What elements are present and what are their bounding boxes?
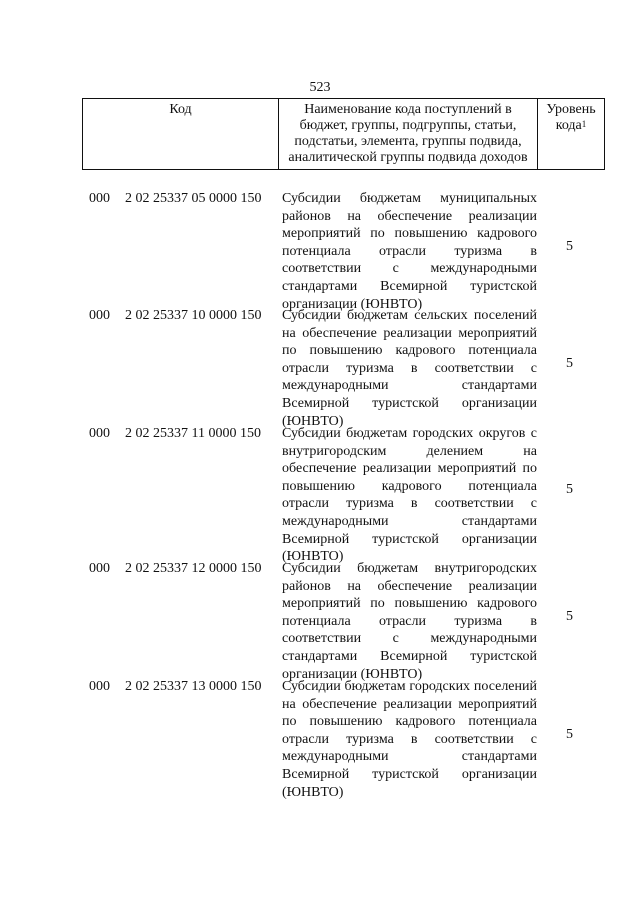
header-level-footnote: 1 — [581, 119, 587, 129]
row-revenue-code: 2 02 25337 11 0000 150 — [125, 426, 261, 441]
row-level: 5 — [566, 727, 573, 742]
row-admin-code: 000 — [89, 426, 110, 441]
row-name: Субсидии бюджетам внутригородских районов на обеспечение реализации мероприятий по повышению кадрового потенциала отрасли туризма в соответствии с международными стандартами Всемирной туристской организации (ЮНВТО) — [282, 561, 537, 682]
row-level: 5 — [566, 239, 573, 254]
header-level-label: Уровень кода — [546, 102, 596, 133]
row-admin-code: 000 — [89, 561, 110, 576]
row-admin-code: 000 — [89, 679, 110, 694]
page-number: 523 — [309, 80, 331, 95]
row-revenue-code: 2 02 25337 13 0000 150 — [125, 679, 262, 694]
row-revenue-code: 2 02 25337 12 0000 150 — [125, 561, 262, 576]
header-level — [538, 99, 604, 169]
row-level: 5 — [566, 609, 573, 624]
row-admin-code: 000 — [89, 191, 110, 206]
row-name: Субсидии бюджетам муниципальных районов на обеспечение реализации мероприятий по повышению кадрового потенциала отрасли туризма в соответствии с международными стандартами Всемирной туристской организации (ЮНВТО) — [282, 191, 537, 312]
row-admin-code: 000 — [89, 308, 110, 323]
row-level: 5 — [566, 482, 573, 497]
header-code: Код — [83, 99, 279, 169]
table-header — [82, 98, 605, 170]
row-revenue-code: 2 02 25337 05 0000 150 — [125, 191, 262, 206]
row-level: 5 — [566, 356, 573, 371]
header-name: Наименование кода поступлений в бюджет, группы, подгруппы, статьи, подстатьи, элемента, группы подвида, аналитической группы подвида доходов — [279, 99, 538, 169]
row-revenue-code: 2 02 25337 10 0000 150 — [125, 308, 262, 323]
row-name: Субсидии бюджетам городских округов с внутригородским делением на обеспечение реализации мероприятий по повышению кадрового потенциала отрасли туризма в соответствии с международными стандартами Всемирной туристской организации (ЮНВТО) — [282, 426, 537, 565]
row-name: Субсидии бюджетам городских поселений на обеспечение реализации мероприятий по повышению кадрового потенциала отрасли туризма в соответствии с международными стандартами Всемирной туристской организации (ЮНВТО) — [282, 679, 537, 800]
row-name: Субсидии бюджетам сельских поселений на обеспечение реализации мероприятий по повышению кадрового потенциала отрасли туризма в соответствии с международными стандартами Всемирной туристской организации (ЮНВТО) — [282, 308, 537, 429]
